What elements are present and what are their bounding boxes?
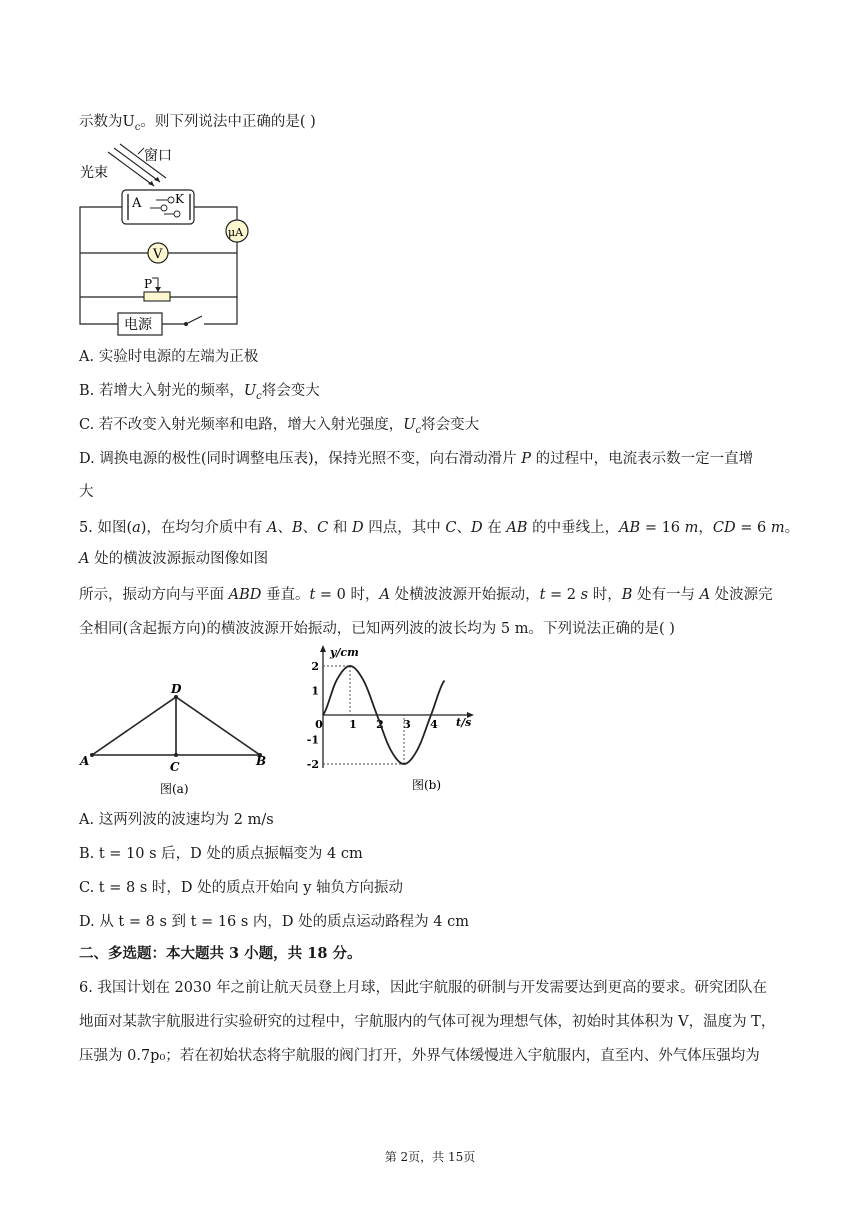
x-axis-label: t/s [456, 716, 472, 729]
x-tick-label: 4 [430, 718, 438, 731]
q5-option-c: C. t = 8 s 时，D 处的质点开始向 y 轴负方向振动 [79, 880, 404, 896]
y-tick-label: -2 [306, 758, 319, 771]
point-b-label: B [256, 754, 267, 768]
ammeter-label: μA [228, 226, 244, 239]
point-c-label: C [170, 760, 180, 774]
section-heading: 二、多选题：本大题共 3 小题，共 18 分。 [79, 945, 362, 962]
anode-label: A [132, 196, 142, 211]
y-tick-label: 2 [311, 660, 319, 673]
q5-option-a: A. 这两列波的波速均为 2 m/s [79, 812, 274, 828]
q5-line-2: A 处的横波波源振动图像如图 [79, 551, 269, 567]
slider-label: P [144, 277, 153, 291]
point-a-label: A [80, 754, 90, 768]
y-tick-label: 1 [311, 684, 319, 698]
figure-a-triangle [76, 680, 276, 800]
x-tick-label: 1 [349, 718, 357, 731]
voltmeter-label: V [153, 247, 163, 262]
y-axis-label: y/cm [330, 646, 359, 659]
q5-line-4: 全相同(含起振方向)的横波波源开始振动，已知两列波的波长均为 5 m。下列说法正确的是( ) [79, 621, 675, 637]
y-tick-label: -1 [306, 733, 319, 747]
q6-line-3: 压强为 0.7p₀；若在初始状态将宇航服的阀门打开，外界气体缓慢进入宇航服内，直至内、外气体压强均为 [79, 1048, 760, 1064]
q4-option-d: D. 调换电源的极性(同时调整电压表)，保持光照不变，向右滑动滑片 P 的过程中，电流表示数一定一直增 [79, 451, 754, 467]
beam-label: 光束 [80, 165, 108, 181]
page-footer: 第 2页，共 15页 [384, 1150, 476, 1164]
q4-option-c: C. 若不改变入射光频率和电路，增大入射光强度，$U_c$将会变大 [79, 417, 480, 436]
q4-option-a: A. 实验时电源的左端为正极 [79, 349, 259, 365]
y-axis-arrow [320, 645, 326, 652]
q5-option-d: D. 从 t = 8 s 到 t = 16 s 内，D 处的质点运动路程为 4 cm [79, 914, 469, 930]
q5-line-3: 所示，振动方向与平面 ABD 垂直。t = 0 时，A 处横波波源开始振动，t = 2 s 时，B 处有一与 A 处波源完 [79, 587, 773, 603]
point-d-label: D [171, 682, 182, 696]
q4-intro: 示数为$U_c$。则下列说法中正确的是( ) [79, 114, 316, 133]
q6-line-2: 地面对某款宇航服进行实验研究的过程中，宇航服内的气体可视为理想气体，初始时其体积为 V，温度为 T， [79, 1014, 776, 1030]
figure-b-caption: 图(b) [412, 778, 442, 792]
figure-a-caption: 图(a) [160, 782, 189, 796]
q4-option-d-cont: 大 [79, 484, 94, 500]
x-tick-label: 0 [315, 718, 323, 731]
x-tick-label: 2 [376, 718, 384, 731]
cathode-label: K [175, 192, 184, 206]
q5-option-b: B. t = 10 s 后，D 处的质点振幅变为 4 cm [79, 846, 363, 862]
window-label: 窗口 [144, 148, 172, 164]
q5-line-1: 5. 如图(a)，在均匀介质中有 A、B、C 和 D 四点，其中 C、D 在 AB 的中垂线上，AB = 16 m，CD = 6 m。 [79, 520, 800, 536]
photoelectric-circuit-figure [76, 140, 256, 340]
q4-option-b: B. 若增大入射光的频率，$U_c$将会变大 [79, 383, 320, 402]
x-tick-label: 3 [403, 718, 411, 731]
q6-line-1: 6. 我国计划在 2030 年之前让航天员登上月球，因此宇航服的研制与开发需要达到更高的要求。研究团队在 [79, 980, 768, 996]
figure-b-vibration-graph [300, 640, 490, 800]
source-label: 电源 [124, 317, 152, 333]
